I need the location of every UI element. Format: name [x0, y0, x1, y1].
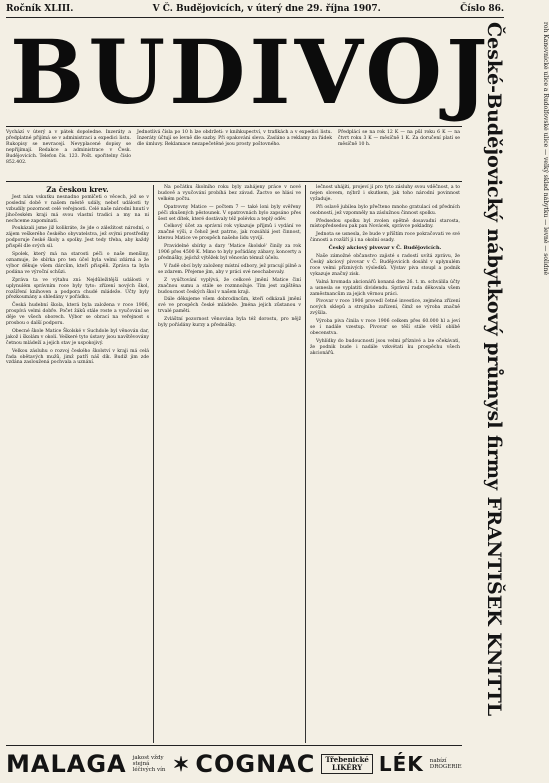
info-right: Předplácí se na rok 12 K — na půl roku 6 K — na čtvrt roku 3 K — měsíčně 1 K. Za doručení platí se měsíčně 10 h.	[338, 130, 460, 147]
paragraph: Obecné škole Matice Školské v Suchdole byl věnován dar, jakož i školám v okolí. Veškeré tyto ústavy jsou navštěvovány četnou mládeží a jejich stav je uspokojivý.	[6, 328, 149, 346]
article-heading: Český akciový pivovar v Č. Budějovicích.	[328, 245, 442, 252]
paragraph: Poukázali jsme již kolikráte, že jde o záležitost národní, o zájem veškerého českého obyvatelstva, jež svými prostředky podporuje české školy a spolky. Jest tedy třeba, aby každý přispěl dle svých sil.	[6, 226, 149, 250]
paragraph: Z vyúčtování vyplývá, že celkové jmění Matice činí značnou sumu a stále se rozmnožuje. Tím jest zajištěna budoucnost českých škol v našem kraji.	[158, 277, 301, 295]
issue-number: Číslo 86.	[460, 4, 504, 14]
paragraph: Česká hudební škola, která byla založena v roce 1906, prospívá velmi dobře. Počet žáků stále roste a vyučování se děje ve všech oborech. Výbor se obrací na veřejnost s prosbou o další podporu.	[6, 303, 149, 327]
top-rule	[6, 17, 504, 18]
side-ad-main-text: České-Budějovický nábytkový průmysl firmy FRANTIŠEK KNITTL	[483, 22, 505, 717]
header-line	[6, 2, 504, 16]
paragraph: Při oslavě jubilea bylo přečteno mnoho gratulací od předních osobností, jež vzpomněly na záslužnou činnost spolku.	[310, 204, 460, 216]
paragraph: Jest nám vskutku nesnadno pomlčeti o věcech, jež se v poslední době v našem městě udály, neboť události ty vzbudily pozornost celé veřejnosti. Celé naše národní hnutí v jihočeském kraji má svou vlastní tradici a my na ni nechceme zapomínati.	[6, 194, 149, 224]
paragraph: Pivovar v roce 1906 provedl četné investice, zejména zřízení nových sklepů a strojního zařízení, čímž se výroba značně zvýšila.	[310, 299, 460, 317]
info-top-rule	[6, 126, 462, 127]
masthead-title: BUDIVOJ	[10, 20, 492, 124]
paragraph: V řadě obcí byly založeny místní odbory, jež pracují pilně a se zdarem. Přejeme jim, aby v práci své neochabovaly.	[158, 263, 301, 275]
side-ad-small-text: roh Kanovnické ulice a Rudolfovské ulice — velký sklad nábytku — levně — solidně	[542, 22, 549, 276]
ad-trebonice: Třebenické LIKÉRY	[321, 754, 373, 774]
paragraph: Zvláštní pozornost věnována byla též dorostu, pro nějž byly pořádány kurzy a přednášky.	[158, 317, 301, 329]
paragraph: Valná hromada akcionářů konaná dne 26. t. m. schválila účty a usnesla se vyplatiti dividendu. Správní rada děkovala všem zaměstnancům za jejich věrnou práci.	[310, 279, 460, 297]
column-divider	[153, 185, 154, 743]
paragraph: Celkový účet za správní rok vykazuje příjmů i vydání ve značné výši, z čehož jest patrno, jak rozsáhlá jest činnost, kterou Matice ve prospěch našeho lidu vyvíjí.	[158, 224, 301, 242]
paragraph: Na počátku školního roku byly zahájeny práce v nové budově a vyučování probíhá bez závad. Žactvo se hlásí ve velkém počtu.	[158, 185, 301, 202]
info-bottom-rule	[6, 181, 462, 182]
column-divider	[305, 185, 306, 743]
ad-malaga: MALAGA	[6, 750, 127, 778]
volume-number: Ročník XLIII.	[6, 4, 74, 14]
paragraph: Výroba piva činila v roce 1906 celkem přes 60.000 hl a jeví se i nadále vzestup. Pivovar se těší stále větší oblibě obecenstva.	[310, 319, 460, 336]
paragraph: Spolek, který má na starosti péči o naše menšiny, oznamuje, že sbírka pro ten účel byla velmi zdárná a že výbor děkuje všem dárcům, kteří přispěli. Zpráva ta byla podána ve výroční schůzi.	[6, 252, 149, 275]
article-column-2	[158, 185, 301, 743]
dateline: V Č. Budějovicích, v úterý dne 29. října 1907.	[152, 4, 381, 14]
ad-cognac: COGNAC	[195, 750, 316, 778]
side-advertisement	[465, 22, 549, 757]
ad-drogerie: nabízí DROGERIE	[429, 758, 462, 770]
paragraph: Předsedou spolku byl zvolen opětně dosavadní starosta, místopředsedou pak pan Novácek, správce pokladny.	[310, 218, 460, 230]
article-column-1	[6, 185, 149, 743]
paragraph: Pravidelné sbírky a dary 'Matice školské' činily za rok 1906 přes 4500 K. Mimo to byly pořádány zábavy, koncerty a přednášky, jejichž výtěžek byl věnován témuž účelu.	[158, 244, 301, 261]
ad-malaga-note: jakost vždy stejná léčivých vín	[132, 755, 166, 773]
article-heading: Za českou krev.	[46, 185, 109, 194]
paragraph: Naše zámožné občanstvo zajisté s radostí uvítá zprávu, že Český akciový pivovar v Č. Budějovicích dosáhl v uplynulém roce velmi příznivých výsledků. Výstav piva stoupl a podnik vykazuje značný zisk.	[310, 254, 460, 277]
paragraph: Opatrovny Matice — počtem 7 — také loni byly svěřeny péči zkušených pěstounek. V opatrovnách bylo zapsáno přes šest set dítek, které dostávaly též polévku a teplý oděv.	[158, 204, 301, 222]
info-left: Vychází v úterý a v pátek dopoledne. Inzeráty a předplatné přijímá se v administraci a expedici listu. Rukopisy se nevracejí. Nevyplacené dopisy se nepřijímají. Redakce a administrace v Česk. Budějovicích. Telefon čís. 123. Pošt. spořitelny číslo 852.402.	[6, 130, 131, 165]
paragraph: Zpráva ta ve výtahu zní: Nejdůležitější události v uplynulém správním roce byly tyto: zřízení nových škol, rozšíření knihoven a podpora chudé mládeže. Účty byly přezkoumány a shledány v pořádku.	[6, 277, 149, 301]
bottom-advertisements	[6, 748, 462, 780]
paragraph: Dále děkujeme všem dobrodincům, kteří odkázali jmění své ve prospěch české mládeže. Jména jejich zůstanou v trvalé paměti.	[158, 297, 301, 315]
paragraph: Jednota se usnesla, že bude v příštím roce pokračovati ve své činnosti a rozšíří ji i na okolní osady.	[310, 232, 460, 244]
ad-lek: LÉK	[378, 752, 424, 776]
paragraph: lečnost uhájiti, projeví jí pro tyto zásluhy svou vděčnost, a to nejen slovem, nýbrž i skutkem, jak toho národní povinnost vyžaduje.	[310, 185, 460, 202]
star-icon: ✶	[172, 752, 190, 776]
info-middle: Jednotlivá čísla po 10 h lze obdržeti: v knihkupectví, v trafikách a v expedici listu. Inzeráty účtují se levně dle sazby. Při opakování sleva. Zasláno a reklamy za řádek dle úmluvy. Reklamace nezapečetěné jsou prosty poštovného.	[137, 130, 332, 147]
article-column-3	[310, 185, 460, 743]
paragraph: Vyhlídky do budoucnosti jsou velmi příznivé a lze očekávati, že podnik bude i nadále vzkvétati ku prospěchu všech akcionářů.	[310, 338, 460, 356]
paragraph: Velkou zásluhu o rozvoj českého školství v kraji má celá řada obětavých mužů, jimž patří náš dík. Budiž jim zde vzdána zasloužená pochvala a uznání.	[6, 348, 149, 366]
bottom-rule	[6, 745, 462, 746]
